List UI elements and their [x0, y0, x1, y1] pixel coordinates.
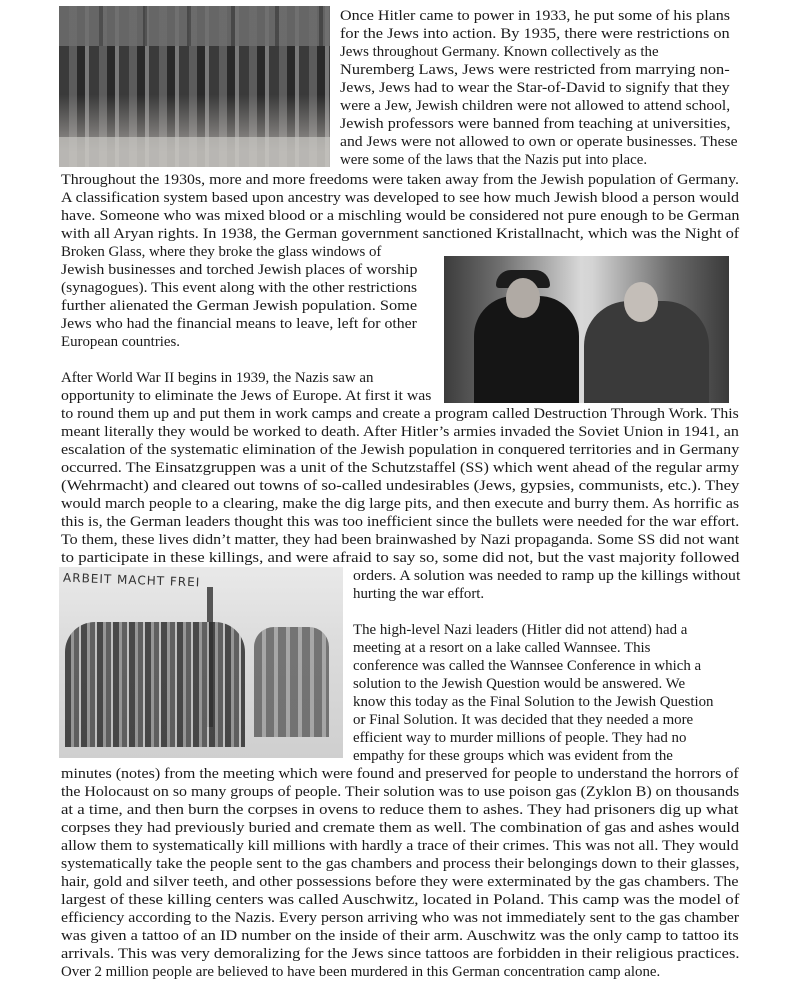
text-line: Throughout the 1930s, more and more freedoms were taken away from the Jewish population of Germany. — [61, 171, 739, 188]
train-cars — [59, 6, 330, 46]
text-line: and Jews were not allowed to own or operate businesses. These — [340, 133, 738, 150]
text-line: systematically take the people sent to the gas chambers and process their belongings down to their glasses, — [61, 855, 740, 872]
text-line: orders. A solution was needed to ramp up the killings without — [353, 567, 741, 584]
text-line: hurting the war effort. — [353, 585, 485, 602]
text-line: (Wehrmacht) and cleared out towns of so-called undesirables (Jews, gypsies, communists, etc.). They — [61, 477, 740, 494]
text-line: meant literally they would be worked to death. After Hitler’s armies invaded the Soviet Union in 1941, an — [61, 423, 739, 440]
text-line: efficiency according to the Nazis. Every person arriving who was not immediately sent to the gas chamber — [61, 909, 740, 926]
text-line: to participate in these killings, and were afraid to say so, some did not, but the vast majority followed — [61, 549, 740, 566]
text-line: corpses they had previously buried and cremate them as well. The combination of gas and ashes would — [61, 819, 740, 836]
text-line: European countries. — [61, 333, 181, 350]
text-line: was given a tattoo of an ID number on the inside of their arm. Auschwitz was the only camp to tattoo its — [61, 927, 739, 944]
guards — [254, 627, 329, 737]
text-line: efficient way to murder millions of people. They had no — [353, 729, 687, 746]
text-line: (synagogues). This event along with the other restrictions — [61, 279, 417, 296]
man-face — [506, 278, 540, 318]
text-line: solution to the Jewish Question would be answered. We — [353, 675, 686, 692]
text-line: for the Jews into action. By 1935, there were restrictions on — [340, 25, 730, 42]
text-line: After World War II begins in 1939, the Nazis saw an — [61, 369, 374, 386]
text-line: with all Aryan rights. In 1938, the German government sanctioned Kristallnacht, which was the Night of — [61, 225, 740, 242]
ground — [59, 137, 330, 167]
prisoner-crowd — [65, 622, 245, 747]
text-line: empathy for these groups which was evident from the — [353, 747, 673, 764]
text-line: largest of these killing centers was called Auschwitz, located in Poland. This camp was the model of — [61, 891, 740, 908]
photo-deportation-crowd — [59, 6, 330, 167]
text-line: the Holocaust on so many groups of people. Their solution was to use poison gas (Zyklon B) on thousands — [61, 783, 740, 800]
text-line: were a Jew, Jewish children were not allowed to attend school, — [340, 97, 731, 114]
text-line: arrivals. This was very demoralizing for the Jews since tattoos are forbidden in their religious practices. — [61, 945, 740, 962]
woman-face — [624, 282, 658, 322]
text-line: further alienated the German Jewish population. Some — [61, 297, 418, 314]
text-line: Broken Glass, where they broke the glass windows of — [61, 243, 382, 260]
text-line: conference was called the Wannsee Conference in which a — [353, 657, 702, 674]
text-line: meeting at a resort on a lake called Wannsee. This — [353, 639, 651, 656]
text-line: minutes (notes) from the meeting which were found and preserved for people to understand the horrors of — [61, 765, 739, 782]
text-line: Jewish professors were banned from teaching at universities, — [340, 115, 731, 132]
text-line: Jewish businesses and torched Jewish places of worship — [61, 261, 418, 278]
text-line: know this today as the Final Solution to the Jewish Question — [353, 693, 714, 710]
text-line: Once Hitler came to power in 1933, he put some of his plans — [340, 7, 731, 24]
gate-sign: ARBEIT MACHT FREI — [62, 570, 201, 590]
illustration-camp-gate — [59, 567, 343, 758]
text-line: Nuremberg Laws, Jews were restricted from marrying non- — [340, 61, 730, 78]
photo-couple-with-stars — [444, 256, 729, 403]
text-line: hair, gold and silver teeth, and other possessions before they were exterminated by the gas chambers. The — [61, 873, 739, 890]
text-line: Over 2 million people are believed to have been murdered in this German concentration camp alone. — [61, 963, 661, 980]
text-line: or Final Solution. It was decided that they needed a more — [353, 711, 694, 728]
text-line: Jews throughout Germany. Known collectively as the — [340, 43, 659, 60]
text-line: Jews, Jews had to wear the Star-of-David to signify that they — [340, 79, 730, 96]
text-line: would march people to a clearing, make the dig large pits, and then execute and burry them. As horrific as — [61, 495, 740, 512]
text-line: at a time, and then burn the corpses in ovens to reduce them to ashes. They had prisoners dig up what — [61, 801, 739, 818]
text-line: Jews who had the financial means to leave, left for other — [61, 315, 417, 332]
text-line: this is, the German leaders thought this was too inefficient since the bullets were needed for the war effort. — [61, 513, 740, 530]
text-line: A classification system based upon ancestry was developed to see how much Jewish blood a person would — [61, 189, 740, 206]
text-line: were some of the laws that the Nazis put into place. — [340, 151, 648, 168]
text-line: The high-level Nazi leaders (Hitler did not attend) had a — [353, 621, 688, 638]
text-line: to round them up and put them in work camps and create a program called Destruction Through Work. This — [61, 405, 739, 422]
text-line: escalation of the systematic elimination of the Jewish population in conquered territories and in Germany — [61, 441, 740, 458]
text-line: allow them to systematically kill millions with hardly a trace of their crimes. This was not all. They would — [61, 837, 739, 854]
text-line: have. Someone who was mixed blood or a mischling would be considered not pure enough to be German — [61, 207, 740, 224]
text-line: occurred. The Einsatzgruppen was a unit of the Schutzstaffel (SS) which went ahead of the regular army — [61, 459, 740, 476]
text-line: To them, these lives didn’t matter, they had been brainwashed by Nazi propaganda. Some SS did not want — [61, 531, 740, 548]
text-line: opportunity to eliminate the Jews of Europe. At first it was — [61, 387, 432, 404]
